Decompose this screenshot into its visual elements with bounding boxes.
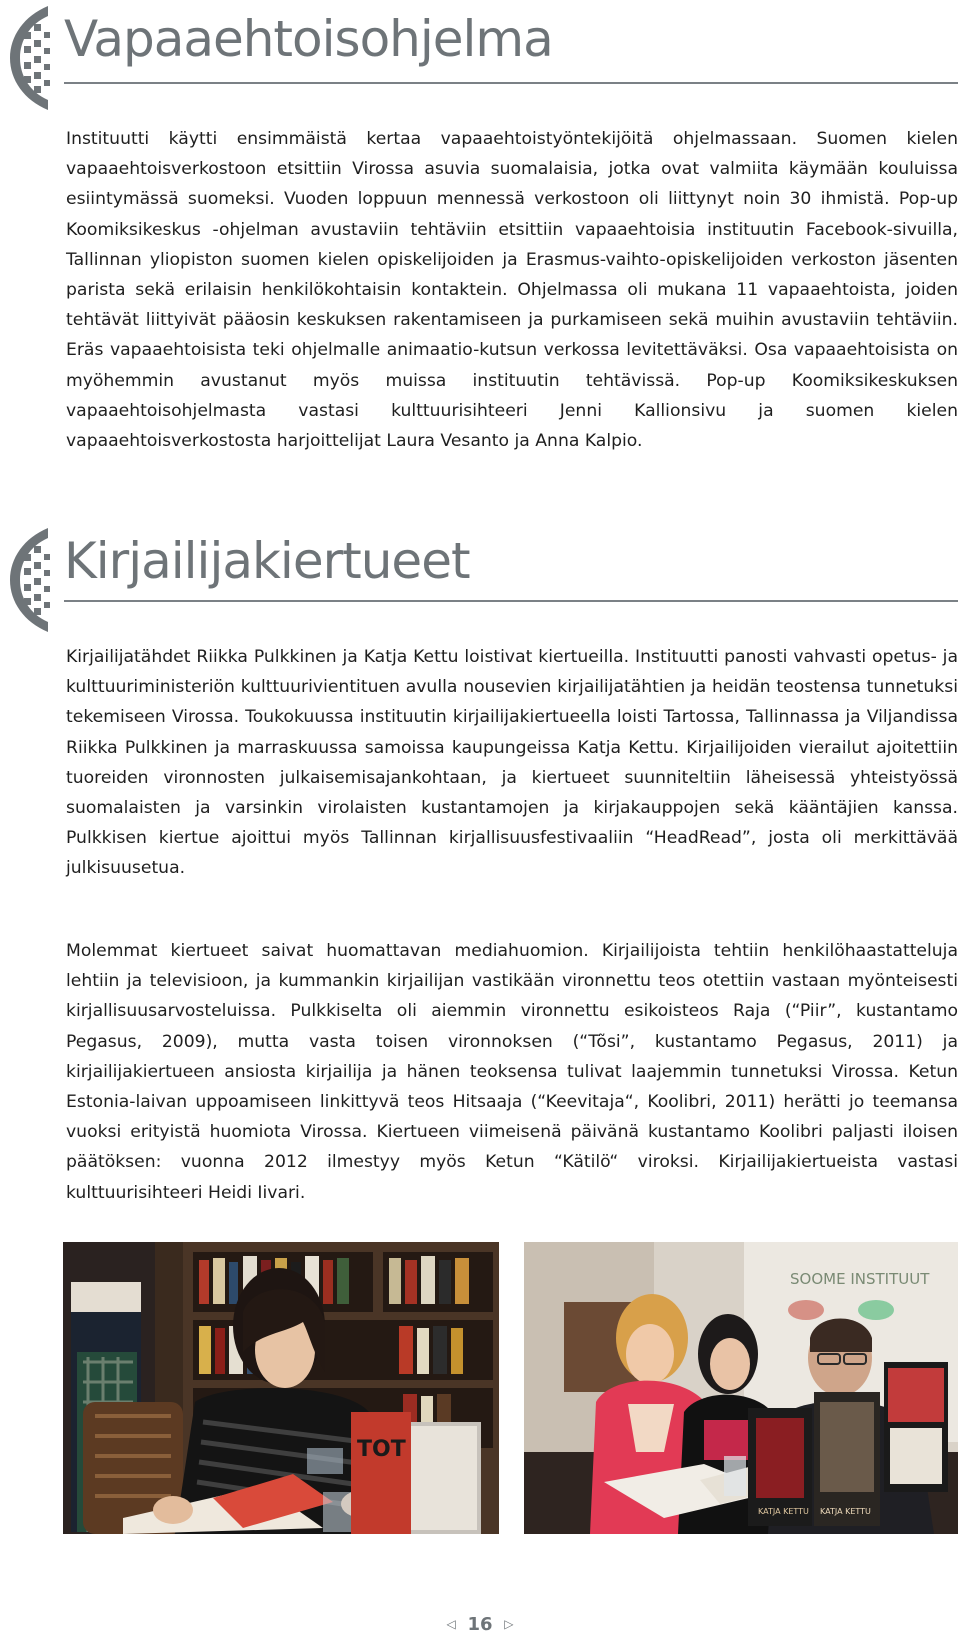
page-number: 16 bbox=[467, 1614, 493, 1635]
institute-logo-icon bbox=[4, 524, 56, 634]
section-title: Vapaaehtoisohjelma bbox=[64, 10, 553, 68]
book-cover-text: KATJA KETTU bbox=[820, 1507, 871, 1516]
photo-author-signing bbox=[63, 1242, 499, 1534]
next-triangle-icon: ▷ bbox=[504, 1617, 514, 1631]
institute-sign-text: SOOME INSTITUUT bbox=[790, 1270, 930, 1288]
body-paragraph: Instituutti käytti ensimmäistä kertaa vapaaehtoistyöntekijöitä ohjelmassaan. Suomen kielen vapaaehtoisverkostoon etsittiin Virossa asuvia suomalaisia, jotka ovat valmiita käymään kouluissa esiintymässä suomeksi. Vuoden loppuun mennessä verkostoon oli liittynyt noin 30 ihmistä. Pop-up Koomiksikeskus -ohjelman avustaviin tehtäviin etsittiin vapaaehtoisia instituutin Facebook-sivuilla, Tallinnan yliopiston suomen kielen opiskelijoiden ja Erasmus-vaihto-opiskelijoiden verkoston jäsenten parista sekä erilaisin henkilökohtaisin kontaktein. Ohjelmassa oli mukana 11 vapaaehtoista, joiden tehtävät liittyivät pääosin keskuksen rakentamiseen ja purkamiseen sekä muihin avustaviin tehtäviin. Eräs vapaaehtoisista teki ohjelmalle animaatio-kutsun verkossa levitettäväksi. Osa vapaaehtoisista on myöhemmin avustanut myös muissa instituutin tehtävissä. Pop-up Koomiksikeskuksen vapaaehtoisohjelmasta vastasi kulttuurisihteeri Jenni Kallionsivu ja suomen kielen vapaaehtoisverkostosta harjoittelijat Laura Vesanto ja Anna Kalpio. bbox=[66, 129, 958, 452]
page-footer bbox=[0, 1614, 960, 1635]
heading-divider bbox=[64, 600, 958, 602]
section-header-vapaaehtoisohjelma bbox=[0, 0, 960, 120]
section-header-kirjailijakiertueet bbox=[0, 520, 960, 640]
prev-triangle-icon: ◁ bbox=[446, 1617, 456, 1631]
body-paragraph: Kirjailijatähdet Riikka Pulkkinen ja Katja Kettu loistivat kiertueilla. Instituutti panosti vahvasti opetus- ja kulttuuriministeriön kulttuurivientituen avulla nousevien kirjailijatähtien ja heidän teostensa tunnetuksi tekemiseen Virossa. Toukokuussa instituutin kirjailijakiertueella loisti Tartossa, Tallinnassa ja Viljandissa Riikka Pulkkinen ja marraskuussa samoissa kaupungeissa Katja Kettu. Kirjailijoiden vierailut ajoitettiin tuoreiden vironnosten julkaisemisajankohtaan, ja kiertueet suunniteltiin läheisessä yhteistyössä suomalaisten ja varsinkin virolaisten kustantamojen ja kirjakauppojen sekä kääntäjien kanssa. Pulkkisen kiertue ajoittui myös Tallinnan kirjallisuusfestivaaliin “HeadRead”, josta oli merkittävää julkisuusetua. bbox=[66, 647, 958, 879]
book-cover-text: TOT bbox=[357, 1437, 406, 1462]
book-cover-text: KATJA KETTU bbox=[758, 1507, 809, 1516]
institute-logo-icon bbox=[4, 2, 56, 112]
photo-author-event bbox=[524, 1242, 958, 1534]
section-title: Kirjailijakiertueet bbox=[64, 532, 470, 590]
body-paragraph: Molemmat kiertueet saivat huomattavan mediahuomion. Kirjailijoista tehtiin henkilöhaastatteluja lehtiin ja televisioon, ja kummankin kirjailijan vastikään vironnettu teos otettiin vastaan myönteisesti kirjallisuusarvosteluissa. Pulkkiselta oli aiemmin vironnettu esikoisteos Raja (“Piir”, kustantamo Pegasus, 2009), mutta vasta toisen vironnoksen (“Tõsi”, kustantamo Pegasus, 2011) ja kirjailijakiertueen ansiosta kirjailija ja hänen teoksensa tulivat laajemmin tunnetuksi Virossa. Ketun Estonia-laivan uppoamiseen linkittyvä teos Hitsaaja (“Keevitaja“, Koolibri, 2011) herätti jo teemansa vuoksi erityistä huomiota Virossa. Kiertueen viimeisenä päivänä kustantamo Koolibri paljasti iloisen päätöksen: vuonna 2012 ilmestyy myös Ketun “Kätilö“ viroksi. Kirjailijakiertueista vastasi kulttuurisihteeri Heidi Iivari. bbox=[66, 941, 958, 1203]
heading-divider bbox=[64, 82, 958, 84]
